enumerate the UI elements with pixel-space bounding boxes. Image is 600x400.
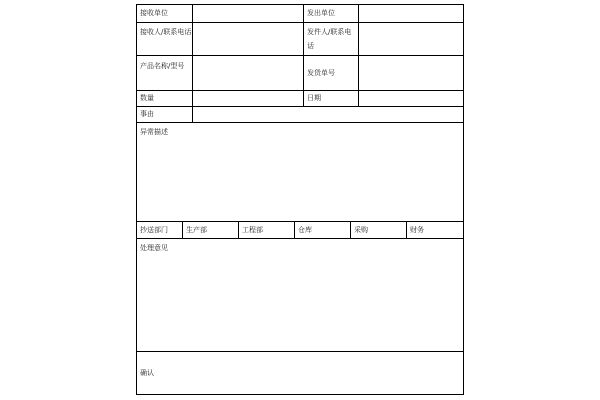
- shipping-order-no-label: 发货单号: [304, 56, 359, 90]
- abnormal-report-form: [136, 4, 464, 395]
- cc-department-label: 抄送部门: [137, 222, 183, 238]
- form-row-product: [137, 56, 463, 91]
- confirm-label: 确认: [140, 368, 154, 377]
- form-row-confirm: [137, 352, 463, 394]
- production-dept-cell[interactable]: 生产部: [183, 222, 239, 238]
- form-row-quantity-date: [137, 91, 463, 107]
- finance-cell[interactable]: 财务: [410, 226, 424, 234]
- date-label: 日期: [304, 91, 359, 106]
- reason-label: 事由: [137, 107, 193, 122]
- form-row-abnormal-description: [137, 123, 463, 222]
- receiver-contact-field[interactable]: [193, 23, 304, 55]
- sender-contact-label: 发件人/联系电话: [304, 23, 359, 55]
- purchasing-cell[interactable]: 采购: [351, 222, 407, 238]
- form-row-contacts: [137, 23, 463, 56]
- product-name-model-label: 产品名称/型号: [137, 56, 193, 90]
- product-name-model-field[interactable]: [193, 56, 304, 90]
- receiving-unit-field[interactable]: [193, 5, 304, 22]
- handling-opinion-label: 处理意见: [140, 244, 168, 252]
- handling-opinion-field[interactable]: [137, 239, 465, 351]
- quantity-label: 数量: [137, 91, 193, 106]
- receiving-unit-label: 接收单位: [137, 5, 193, 22]
- shipping-order-no-field[interactable]: [359, 56, 465, 90]
- form-row-handling-opinion: [137, 239, 463, 352]
- reason-field[interactable]: [193, 107, 465, 122]
- receiver-contact-label: 接收人/联系电话: [137, 23, 193, 55]
- date-field[interactable]: [359, 91, 465, 106]
- form-row-units: [137, 5, 463, 23]
- abnormal-description-field[interactable]: [137, 123, 465, 221]
- sending-unit-field[interactable]: [359, 5, 465, 22]
- form-row-cc-departments: [137, 222, 463, 239]
- abnormal-description-label: 异常描述: [140, 128, 168, 136]
- form-row-reason: [137, 107, 463, 123]
- warehouse-cell[interactable]: 仓库: [295, 222, 351, 238]
- confirm-field[interactable]: [137, 352, 465, 394]
- sending-unit-label: 发出单位: [304, 5, 359, 22]
- sender-contact-field[interactable]: [359, 23, 465, 55]
- engineering-dept-cell[interactable]: 工程部: [239, 222, 295, 238]
- quantity-field[interactable]: [193, 91, 304, 106]
